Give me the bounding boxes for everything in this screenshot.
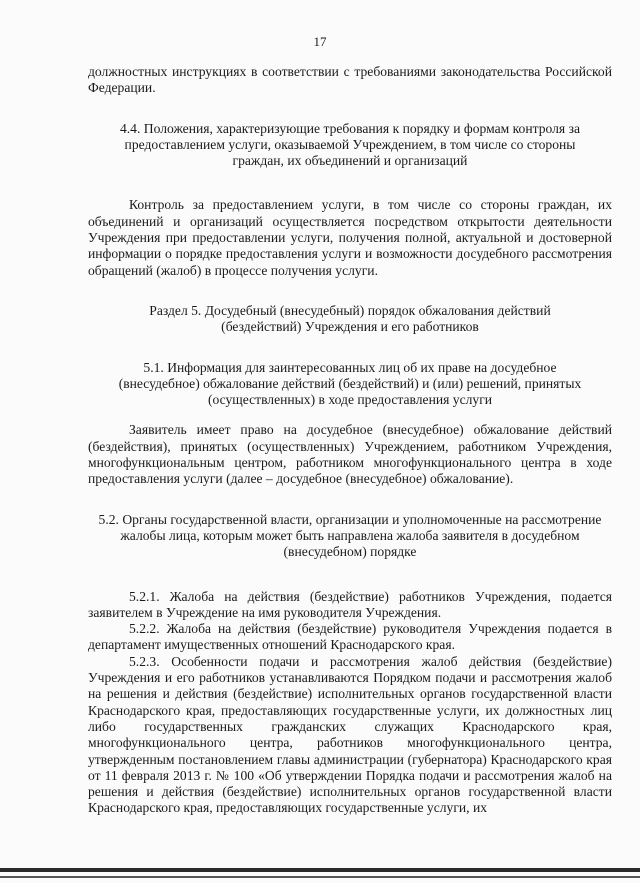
paragraph-applicant-right: Заявитель имеет право на досудебное (внесудебное) обжалование действий (бездействия), принятых (осуществленных) Учреждением, работником Учреждения, многофункциональным центром, работником многофункционального центра в ходе предоставления услуги (далее – досудебное (внесудебное) обжалование). (88, 422, 612, 487)
page-number: 17 (313, 34, 327, 49)
document-body (88, 64, 612, 817)
heading-5-1: 5.1. Информация для заинтересованных лиц об их праве на досудебное (внесудебное) обжалование действий (бездействий) и (или) решений, принятых (осуществленных) в ходе предоставления услуги (118, 359, 582, 408)
scan-bottom-edge (0, 868, 640, 872)
heading-4-4: 4.4. Положения, характеризующие требования к порядку и формам контроля за предоставлением услуги, оказываемой Учреждением, в том числе со стороны граждан, их объединений и организаций (119, 120, 580, 169)
paragraph-5-2-3: 5.2.3. Особенности подачи и рассмотрения жалоб действия (бездействие) Учреждения и его работников устанавливаются Порядком подачи и рассмотрения жалоб на решения и действия (бездействие) исполнительных органов государственной власти Краснодарского края, предоставляющих государственные услуги, их должностных лиц либо государственных гражданских служащих Краснодарского края, многофункционального центра, работников многофункционального центра, утвержденным постановлением главы администрации (губернатора) Краснодарского края от 11 февраля 2013 г. № 100 «Об утверждении Порядка подачи и рассмотрения жалоб на решения и действия (бездействие) исполнительных органов государственной власти Краснодарского края, предоставляющих государственные услуги, их (88, 653, 612, 816)
paragraph-intro: должностных инструкциях в соответствии с требованиями законодательства Российской Федерации. (88, 64, 612, 96)
heading-section-5: Раздел 5. Досудебный (внесудебный) порядок обжалования действий (бездействий) Учреждения и его работников (149, 302, 551, 335)
paragraph-control: Контроль за предоставлением услуги, в том числе со стороны граждан, их объединений и организаций осуществляется посредством открытости деятельности Учреждения при предоставлении услуги, получения полной, актуальной и достоверной информации о порядке предоставления услуги и возможности досудебного рассмотрения обращений (жалоб) в процессе получения услуги. (88, 197, 612, 278)
scan-bottom-edge-secondary (0, 876, 640, 878)
paragraph-5-2-2: 5.2.2. Жалоба на действия (бездействие) руководителя Учреждения подается в департамент имущественных отношений Краснодарского края. (88, 621, 612, 653)
paragraph-5-2-1: 5.2.1. Жалоба на действия (бездействие) работников Учреждения, подается заявителем в Учреждение на имя руководителя Учреждения. (88, 588, 612, 620)
heading-5-2: 5.2. Органы государственной власти, организации и уполномоченные на рассмотрение жалобы лица, которым может быть направлена жалоба заявителя в досудебном (внесудебном) порядке (98, 511, 602, 560)
